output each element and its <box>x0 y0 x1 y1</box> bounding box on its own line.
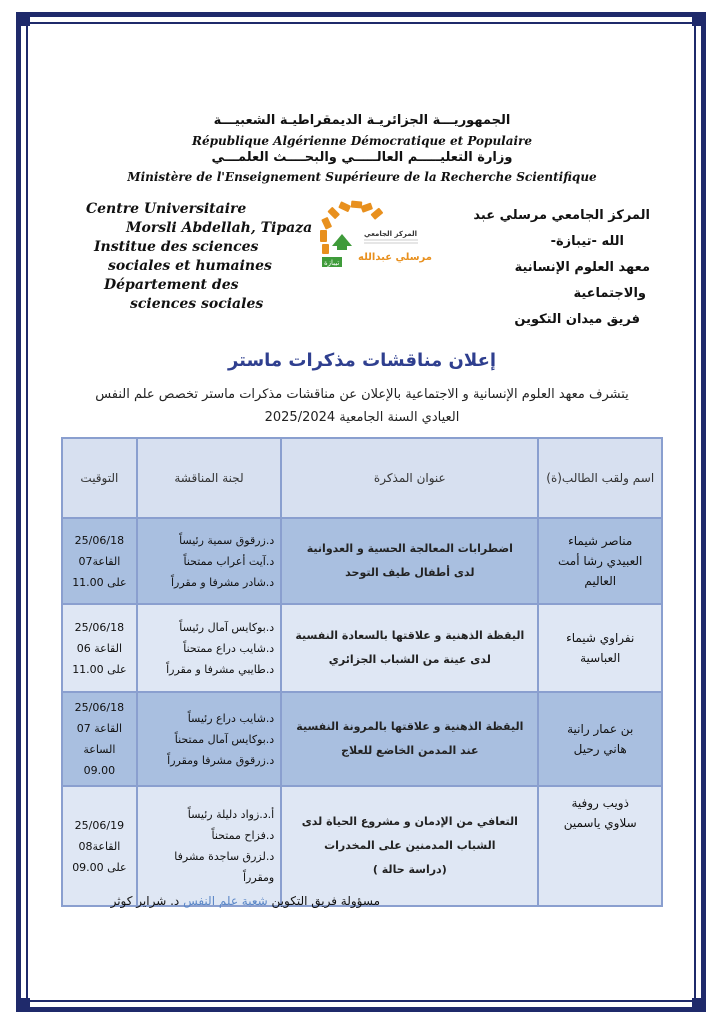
committee-member: د.فزاح ممتحناً <box>211 829 275 842</box>
border-corner <box>692 12 706 26</box>
timing-cell <box>62 604 137 692</box>
student-cell <box>538 786 662 906</box>
committee-member: د.شايب دراع رئيساً <box>187 711 275 725</box>
institution-fr-line: sociales et humaines <box>108 258 272 274</box>
header-title: عنوان المذكرة <box>281 438 538 518</box>
timing-line: على 09.00 <box>72 860 127 874</box>
timing-line: القاعة07 <box>78 554 121 568</box>
student-cell <box>538 604 662 692</box>
border-corner <box>692 998 706 1012</box>
timing-line: 25/06/18 <box>74 701 125 714</box>
header-ministry-ar: وزارة التعليـــــم العالـــــي والبحــــث العلمـــي <box>211 150 513 165</box>
footer-signatory: د. شراير كوثر <box>110 894 180 908</box>
defense-schedule-table <box>61 437 663 907</box>
student-line: ذويب روفية <box>571 796 629 810</box>
institution-fr-line: Centre Universitaire <box>86 201 247 217</box>
committee-member: د.بوكايس آمال ممتحناً <box>174 732 275 746</box>
institution-fr-line: Morsli Abdellah, Tipaza <box>126 220 313 236</box>
announcement-line: يتشرف معهد العلوم الإنسانية و الاجتماعية بالإعلان عن مناقشات مذكرات ماستر تخصص علم النفس <box>95 387 629 402</box>
institution-ar <box>470 203 650 333</box>
institution-fr-line: Département des <box>104 277 239 293</box>
footer-signature <box>60 894 380 908</box>
timing-line: 25/06/19 <box>74 818 125 832</box>
student-line: نفراوي شيماء <box>566 631 635 645</box>
thesis-title-cell <box>281 692 538 786</box>
student-line: هاني رحيل <box>573 742 627 756</box>
header-committee: لجنة المناقشة <box>137 438 281 518</box>
thesis-title-line: عند المدمن الخاضع للعلاج <box>341 744 479 757</box>
header-ministry-fr: Ministère de l'Enseignement Supérieure de la Recherche Scientifique <box>127 170 597 184</box>
announcement-title: إعلان مناقشات مذكرات ماستر <box>227 350 497 371</box>
committee-member: د.لزرق ساجدة مشرفا <box>174 850 275 863</box>
university-logo <box>318 200 432 276</box>
table-row <box>62 692 662 786</box>
student-line: العاليم <box>584 574 617 588</box>
student-line: مناصر شيماء <box>568 534 633 548</box>
logo-text-line: مرسلي عبدالله <box>358 252 432 263</box>
header-republic-fr: République Algérienne Démocratique et Populaire <box>191 134 533 148</box>
announcement-line: العيادي السنة الجامعية 2025/2024 <box>264 410 460 425</box>
committee-member: د.شادر مشرفا و مقرراً <box>170 575 275 589</box>
student-line: العباسية <box>580 651 621 665</box>
student-line: سلاوي ياسمين <box>563 816 637 830</box>
thesis-title-cell <box>281 786 538 906</box>
thesis-title-line: الشباب المدمنين على المخدرات <box>324 839 496 852</box>
committee-member: د.آيت أعراب ممتحناً <box>183 554 275 568</box>
timing-line: القاعة 07 <box>76 722 123 735</box>
logo-icon <box>318 200 432 276</box>
committee-cell <box>137 786 281 906</box>
table-row <box>62 786 662 906</box>
table-row <box>62 518 662 604</box>
timing-cell <box>62 692 137 786</box>
thesis-title-line: (دراسة حالة ) <box>372 863 447 876</box>
institution-ar-line: الله -تيبازة- <box>550 234 624 249</box>
header-timing: التوقيت <box>62 438 137 518</box>
border-corner <box>16 12 30 26</box>
institution-fr-line: Institue des sciences <box>94 239 259 255</box>
committee-member: أ.د.زواد دليلة رئيساً <box>187 808 275 821</box>
timing-line: على 11.00 <box>72 575 127 589</box>
table-header-row <box>62 438 662 518</box>
committee-member: د.طايبي مشرفا و مقرراً <box>166 662 275 676</box>
header-republic-ar: الجمهوريـــة الجزائريـة الديمقراطيـة الشعبيـــة <box>213 113 511 128</box>
thesis-title-line: لدى عينة من الشباب الجزائري <box>328 653 491 666</box>
header-student: اسم ولقب الطالب(ة) <box>538 438 662 518</box>
student-line: بن عمار رانية <box>567 722 634 736</box>
committee-member: د.زرقوق سمية رئيساً <box>179 533 275 547</box>
student-cell <box>538 692 662 786</box>
timing-line: الساعة <box>83 743 116 756</box>
institution-fr <box>86 200 316 314</box>
logo-tag: تيبازة <box>324 259 340 267</box>
thesis-title-line: اليقظة الذهنية و علاقتها بالسعادة النفسية <box>295 629 525 642</box>
thesis-title-cell <box>281 604 538 692</box>
institution-ar-line: والاجتماعية <box>573 286 646 301</box>
committee-cell <box>137 604 281 692</box>
committee-member: د.بوكايس آمال رئيساً <box>179 620 275 634</box>
committee-member: د.شايب دراع ممتحناً <box>183 641 275 655</box>
thesis-title-line: اليقظة الذهنية و علاقتها بالمرونة النفسية <box>296 720 524 733</box>
thesis-title-line: التعافي من الإدمان و مشروع الحياة لدى <box>301 815 518 828</box>
timing-line: على 11.00 <box>72 662 127 676</box>
footer-department: شعبة علم النفس <box>183 894 268 908</box>
student-line: العبيدي رشا أمت <box>558 554 643 568</box>
committee-member: د.زرقوق مشرفا ومقرراً <box>167 753 275 767</box>
committee-cell <box>137 692 281 786</box>
timing-line: 25/06/18 <box>74 620 125 634</box>
thesis-title-line: اضطرابات المعالجة الحسية و العدوانية <box>306 542 513 555</box>
timing-line: القاعة08 <box>78 839 121 853</box>
timing-line: 09.00 <box>83 764 116 777</box>
student-cell <box>538 518 662 604</box>
institution-ar-line: فريق ميدان التكوين <box>514 312 640 327</box>
timing-cell <box>62 518 137 604</box>
timing-line: 25/06/18 <box>74 533 125 547</box>
footer-prefix: مسؤولة فريق التكوين <box>271 894 380 908</box>
timing-line: القاعة 06 <box>76 641 123 655</box>
thesis-title-line: لدى أطفال طيف التوحد <box>345 566 475 579</box>
committee-cell <box>137 518 281 604</box>
table-row <box>62 604 662 692</box>
committee-member: ومقرراً <box>243 871 275 884</box>
institution-fr-line: sciences sociales <box>130 296 264 312</box>
timing-cell <box>62 786 137 906</box>
institution-ar-line: معهد العلوم الإنسانية <box>514 260 650 275</box>
thesis-title-cell <box>281 518 538 604</box>
border-corner <box>16 998 30 1012</box>
institution-ar-line: المركز الجامعي مرسلي عبد <box>473 208 650 223</box>
logo-text-line: المركز الجامعي <box>364 230 418 238</box>
